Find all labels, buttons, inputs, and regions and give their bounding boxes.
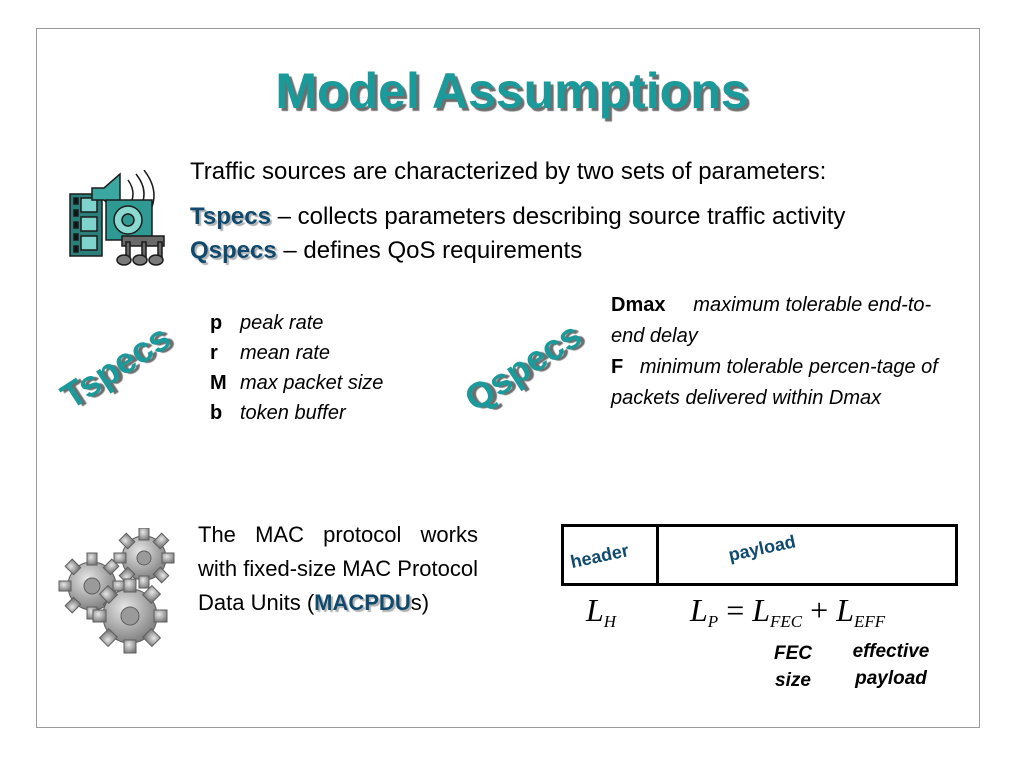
param-symbol: p	[210, 312, 223, 334]
param-description: minimum tolerable percen-tage of packets delivered within Dmax	[611, 356, 938, 409]
qspecs-param-row	[611, 352, 961, 414]
tspecs-param-row	[210, 308, 383, 338]
param-description: maximum tolerable end-to-end delay	[611, 294, 932, 347]
intro-text: Traffic sources are characterized by two sets of parameters:	[190, 158, 827, 185]
payload-equation	[690, 592, 885, 632]
qspecs-term: Qspecs	[190, 237, 277, 264]
param-symbol: M	[210, 372, 227, 394]
tspecs-term: Tspecs	[190, 203, 271, 230]
lh-symbol	[586, 592, 616, 632]
tspecs-definition	[190, 202, 845, 232]
param-symbol: r	[210, 342, 218, 364]
param-description: max packet size	[240, 372, 384, 394]
lfec-main: L	[752, 592, 771, 628]
tspecs-definition-text: – collects parameters describing source traffic activity	[270, 203, 846, 230]
macpdu-term: MACPDU	[314, 590, 411, 615]
lp-main: L	[690, 592, 708, 628]
lfec-sub: FEC	[770, 612, 803, 631]
param-description: mean rate	[240, 342, 331, 364]
plus-sign: +	[810, 592, 829, 628]
equals-sign: =	[726, 592, 745, 628]
multimedia-clipart-icon	[66, 170, 172, 270]
param-symbol: b	[210, 402, 223, 424]
payload-label: payload	[726, 531, 798, 566]
param-symbol: Dmax	[611, 294, 666, 316]
fec-size-label: FEC size	[774, 643, 812, 691]
tspecs-param-row	[210, 398, 383, 428]
lh-main: L	[586, 592, 604, 628]
lh-sub: H	[603, 612, 617, 631]
leff-sub: EFF	[853, 612, 886, 631]
qspecs-heading: Qspecs	[457, 313, 589, 420]
param-symbol: F	[611, 356, 624, 378]
header-label: header	[568, 540, 631, 573]
qspecs-definition-text: – defines QoS requirements	[276, 237, 583, 264]
slide-title: Model Assumptions	[275, 63, 749, 119]
mac-text-after: s)	[410, 590, 430, 615]
qspecs-param-list	[611, 290, 961, 414]
leff-main: L	[836, 592, 854, 628]
pdu-frame-divider	[656, 524, 659, 586]
effective-payload-label: effective payload	[852, 641, 930, 689]
gears-icon	[58, 528, 178, 656]
qspecs-param-row	[611, 290, 961, 352]
tspecs-param-list	[210, 308, 383, 428]
param-description: peak rate	[240, 312, 324, 334]
param-description: token buffer	[240, 402, 346, 424]
lp-sub: P	[707, 612, 719, 631]
tspecs-param-row	[210, 338, 383, 368]
mac-description	[198, 518, 478, 620]
tspecs-heading: Tspecs	[53, 316, 178, 417]
qspecs-definition	[190, 236, 582, 266]
tspecs-param-row	[210, 368, 383, 398]
mac-text-before: The MAC protocol works with fixed-size MAC Protocol Data Units (	[198, 522, 478, 615]
